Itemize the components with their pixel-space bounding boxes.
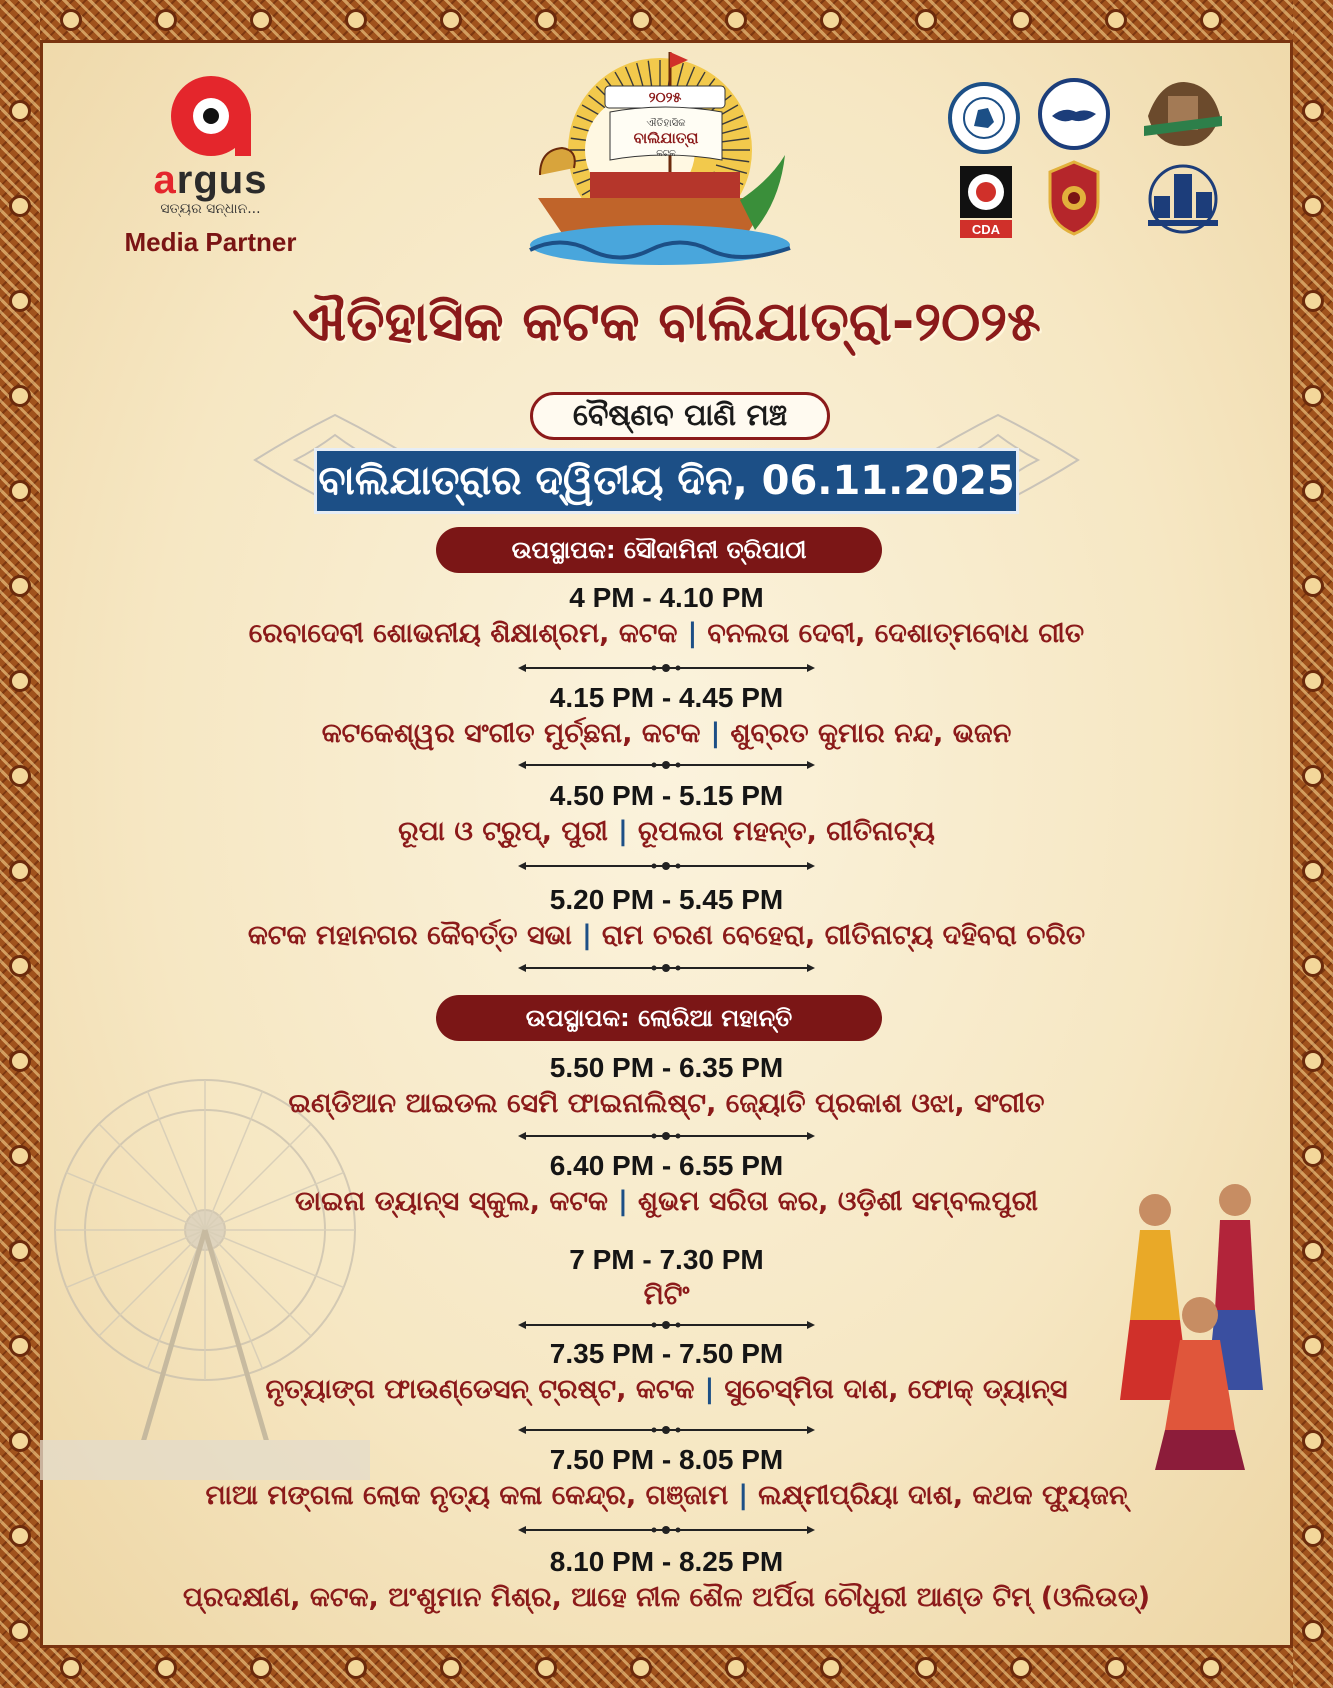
slot-separator: | [687, 618, 698, 649]
border-medallion-icon [9, 1335, 31, 1357]
slot-time: 5.20 PM - 5.45 PM [549, 884, 784, 915]
logo-line-3: କଟକ [656, 149, 676, 159]
argus-wordmark: argus [153, 158, 268, 202]
slot-performer: ଲକ୍ଷ୍ମୀପ୍ରିୟା ଦାଶ, କଥକ ଫ୍ୟୁଜନ୍ [758, 1480, 1128, 1511]
slot-group: କଟକ ମହାନଗର କୈବର୍ତ୍ତ ସଭା [247, 920, 572, 951]
logo-year: ୨୦୨୫ [648, 90, 682, 106]
slot-desc [100, 812, 1233, 852]
slot-separator: | [581, 920, 592, 951]
border-medallion-icon [9, 955, 31, 977]
border-medallion-icon [915, 1657, 937, 1679]
day-date-banner: ବାଲିଯାତ୍ରାର ଦ୍ୱିତୀୟ ଦିନ, 06.11.2025 [314, 448, 1019, 514]
slot-performer: ବନଲତା ଦେବୀ, ଦେଶାତ୍ମବୋଧ ଗୀତ [707, 618, 1085, 649]
border-medallion-icon [155, 1657, 177, 1679]
slot-group: ରେବାଦେବୀ ଶୋଭନୀୟ ଶିକ୍ଷାଶ୍ରମ, କଟକ [248, 618, 678, 649]
border-medallion-icon [9, 1050, 31, 1072]
media-partner-block [118, 76, 303, 258]
border-medallion-icon [725, 9, 747, 31]
odisha-police-emblem-icon [1046, 160, 1102, 236]
border-medallion-icon [1105, 9, 1127, 31]
divider-5 [518, 1129, 815, 1143]
border-medallion-icon [9, 575, 31, 597]
slot-separator: | [617, 816, 628, 847]
slot-time: 4.15 PM - 4.45 PM [549, 682, 784, 713]
slot-separator: | [710, 718, 721, 749]
presenter-badge-2: ଉପସ୍ଥାପକ: ଲୋରିଆ ମହାନ୍ତି [436, 995, 882, 1041]
slot-time: 4 PM - 4.10 PM [569, 582, 764, 613]
slot-performer: ରାମ ଚରଣ ବେହେରା, ଗୀତିନାଟ୍ୟ ଦହିବରା ଚରିତ [601, 920, 1086, 951]
border-medallion-icon [1302, 765, 1324, 787]
divider-1 [518, 661, 815, 675]
slot-desc [100, 1578, 1233, 1618]
slot-performer: ରୂପଲତା ମହନ୍ତ, ଗୀତିନାଟ୍ୟ [637, 816, 935, 847]
slot-group: ମାଆ ମଙ୍ଗଳା ଲୋକ ନୃତ୍ୟ କଳା କେନ୍ଦ୍ର, ଗଞ୍ଜାମ [205, 1480, 729, 1511]
slot-performer: ସୁଚେସ୍ମିତା ଦାଶ, ଫୋକ୍ ଡ୍ୟାନ୍ସ [724, 1374, 1068, 1405]
slot-time: 8.10 PM - 8.25 PM [549, 1546, 784, 1577]
slot-desc [100, 1476, 1233, 1516]
border-medallion-icon [1302, 1145, 1324, 1167]
border-medallion-icon [9, 100, 31, 122]
border-medallion-icon [345, 9, 367, 31]
cuttack-municipal-corporation-logo-icon [1140, 76, 1226, 152]
border-medallion-icon [345, 1657, 367, 1679]
media-partner-label: Media Partner [124, 227, 297, 257]
border-medallion-icon [9, 385, 31, 407]
border-medallion-icon [630, 9, 652, 31]
schedule-item-10 [100, 1546, 1233, 1618]
schedule-item-6 [100, 1150, 1233, 1222]
presenter-badge-1: ଉପସ୍ଥାପକ: ସୌଦାମିନୀ ତ୍ରିପାଠୀ [436, 527, 882, 573]
slot-performer: ଶୁଭମ ସରିତା କର, ଓଡ଼ିଶୀ ସମ୍ବଲପୁରୀ [637, 1186, 1039, 1217]
slot-group: ରୂପା ଓ ଟ୍ରୁପ୍, ପୁରୀ [398, 816, 608, 847]
slot-desc [100, 614, 1233, 654]
border-medallion-icon [535, 9, 557, 31]
slot-desc [100, 1182, 1233, 1222]
schedule-item-3 [100, 780, 1233, 852]
border-medallion-icon [9, 1430, 31, 1452]
border-medallion-icon [1302, 1240, 1324, 1262]
slot-group: ପ୍ରଦକ୍ଷୀଣ, କଟକ, ଅଂଶୁମାନ ମିଶ୍ର, ଆହେ ନୀଳ ଶୈଳ ଅର୍ପିତା ଚୌଧୁରୀ ଆଣ୍ଡ ଟିମ୍ (ଓଲିଉଡ୍) [182, 1582, 1151, 1613]
border-medallion-icon [1302, 1620, 1324, 1642]
schedule-item-1 [100, 582, 1233, 654]
border-medallion-icon [1302, 860, 1324, 882]
border-medallion-icon [1302, 385, 1324, 407]
slot-separator: | [704, 1374, 715, 1405]
argus-logo-icon [171, 76, 251, 156]
schedule-item-8 [100, 1338, 1233, 1410]
venue-label: ବୈଷ୍ଣବ ପାଣି ମଞ୍ଚ [530, 392, 830, 440]
border-medallion-icon [9, 480, 31, 502]
border-medallion-icon [1302, 1050, 1324, 1072]
border-medallion-icon [1302, 1430, 1324, 1452]
slot-separator: | [618, 1186, 628, 1217]
slot-time: 7 PM - 7.30 PM [569, 1244, 764, 1275]
border-medallion-icon [820, 9, 842, 31]
border-medallion-icon [9, 670, 31, 692]
border-medallion-icon [60, 1657, 82, 1679]
slot-desc [100, 1370, 1233, 1410]
slot-group: ଡାଇନା ଡ୍ୟାନ୍ସ ସ୍କୁଲ, କଟକ [294, 1186, 609, 1217]
odisha-govt-seal-icon [948, 82, 1020, 154]
border-bottom [0, 1648, 1333, 1688]
logo-line-1: ଐତିହାସିକ [646, 118, 686, 129]
logo-line-2: ବାଲିଯାତ୍ରା [633, 129, 699, 147]
border-medallion-icon [1302, 195, 1324, 217]
border-medallion-icon [250, 9, 272, 31]
divider-6 [518, 1318, 815, 1332]
schedule-item-2 [100, 682, 1233, 754]
schedule-item-4 [100, 884, 1233, 956]
slot-time: 7.50 PM - 8.05 PM [549, 1444, 784, 1475]
border-medallion-icon [535, 1657, 557, 1679]
argus-tagline: ସତ୍ୟର ସନ୍ଧାନ... [160, 201, 261, 217]
schedule-item-7 [100, 1244, 1233, 1316]
slot-time: 5.50 PM - 6.35 PM [549, 1052, 784, 1083]
border-medallion-icon [1302, 100, 1324, 122]
border-medallion-icon [915, 9, 937, 31]
slot-time: 7.35 PM - 7.50 PM [549, 1338, 784, 1369]
border-medallion-icon [1200, 9, 1222, 31]
slot-time: 4.50 PM - 5.15 PM [549, 780, 784, 811]
building-authority-logo-icon [1140, 162, 1226, 236]
border-medallion-icon [820, 1657, 842, 1679]
divider-2 [518, 758, 815, 772]
slot-group: କଟକେଶ୍ୱର ସଂଗୀତ ମୁର୍ଚ୍ଛନା, କଟକ [321, 718, 701, 749]
divider-7 [518, 1423, 815, 1437]
border-medallion-icon [1010, 1657, 1032, 1679]
slot-separator: | [738, 1480, 749, 1511]
cda-label: CDA [971, 222, 1001, 237]
border-medallion-icon [1105, 1657, 1127, 1679]
border-medallion-icon [9, 195, 31, 217]
divider-3 [518, 859, 815, 873]
cda-logo-icon [958, 164, 1014, 240]
slot-group: ନୃତ୍ୟାଙ୍ଗ ଫାଉଣ୍ଡେସନ୍ ଟ୍ରଷ୍ଟ, କଟକ [265, 1374, 695, 1405]
border-medallion-icon [60, 9, 82, 31]
slot-time: 6.40 PM - 6.55 PM [549, 1150, 784, 1181]
slot-group: ମିଟିଂ [643, 1280, 690, 1311]
slot-performer: ଶୁବ୍ରତ କୁମାର ନନ୍ଦ, ଭଜନ [730, 718, 1012, 749]
border-top [0, 0, 1333, 40]
border-medallion-icon [725, 1657, 747, 1679]
divider-4 [518, 961, 815, 975]
border-medallion-icon [1302, 670, 1324, 692]
border-medallion-icon [440, 9, 462, 31]
slot-desc [100, 916, 1233, 956]
border-medallion-icon [1302, 480, 1324, 502]
schedule-item-5 [100, 1052, 1233, 1124]
border-medallion-icon [9, 1240, 31, 1262]
border-medallion-icon [9, 1145, 31, 1167]
cuttack-district-logo-icon [1038, 78, 1110, 150]
slot-desc [100, 714, 1233, 754]
border-medallion-icon [155, 9, 177, 31]
border-medallion-icon [250, 1657, 272, 1679]
divider-8 [518, 1523, 815, 1537]
border-medallion-icon [9, 860, 31, 882]
slot-desc [100, 1276, 1233, 1316]
border-medallion-icon [1302, 575, 1324, 597]
border-medallion-icon [1010, 9, 1032, 31]
schedule-item-9 [100, 1444, 1233, 1516]
page-title: ଐତିହାସିକ କଟକ ବାଲିଯାତ୍ରା-୨୦୨୫ [292, 290, 1041, 353]
bali-jatra-boat-logo [500, 40, 820, 275]
slot-group: ଇଣ୍ଡିଆନ ଆଇଡଲ ସେମି ଫାଇନାଲିଷ୍ଟ, ଜ୍ୟୋତି ପ୍ରକାଶ ଓଝା, ସଂଗୀତ [288, 1088, 1045, 1119]
border-medallion-icon [9, 765, 31, 787]
border-medallion-icon [9, 1525, 31, 1547]
slot-desc [100, 1084, 1233, 1124]
border-medallion-icon [9, 1620, 31, 1642]
border-medallion-icon [1302, 955, 1324, 977]
border-medallion-icon [1302, 1525, 1324, 1547]
border-medallion-icon [1302, 1335, 1324, 1357]
border-medallion-icon [630, 1657, 652, 1679]
border-medallion-icon [1200, 1657, 1222, 1679]
border-medallion-icon [440, 1657, 462, 1679]
